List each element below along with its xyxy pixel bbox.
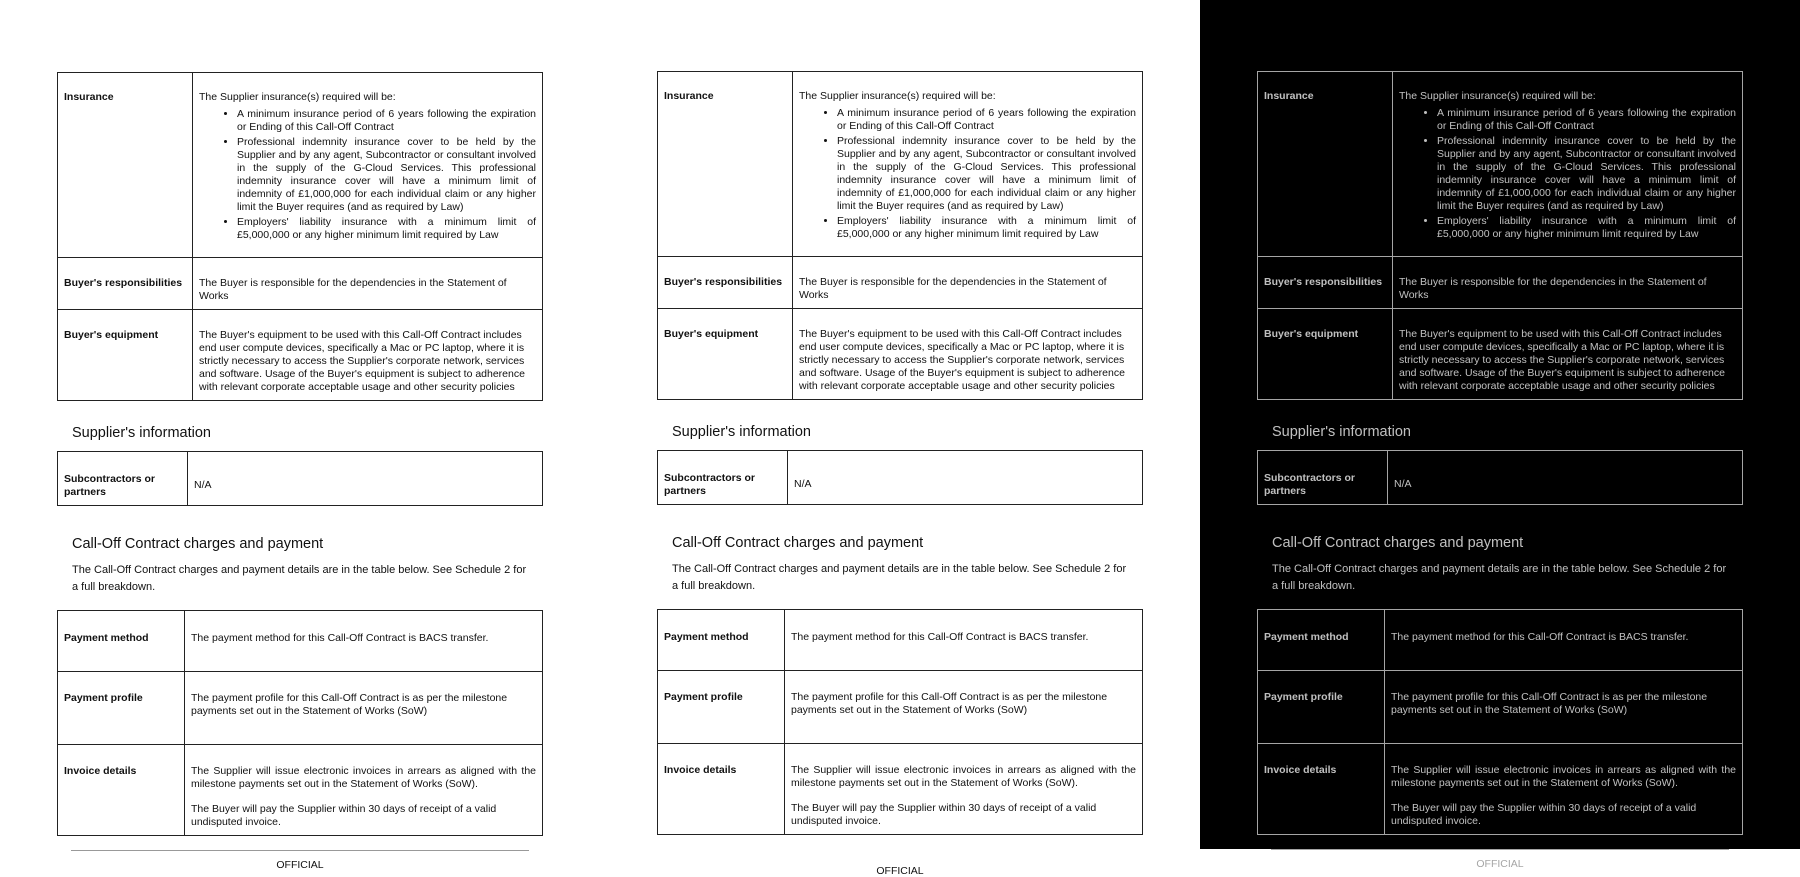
table-row [658, 309, 1143, 400]
insurance-intro: The Supplier insurance(s) required will be: [1399, 90, 1596, 102]
table-row [58, 73, 543, 258]
section-heading: Call-Off Contract charges and payment [72, 536, 324, 552]
table-row [658, 610, 1143, 671]
document-page [657, 71, 1143, 877]
row-value: N/A [1388, 451, 1743, 505]
row-value: The payment profile for this Call-Off Contract is as per the milestone payments set out in the Statement of Works (SoW) [785, 671, 1143, 744]
row-value: The Buyer's equipment to be used with this Call-Off Contract includes end user compute devices, specifically a Mac or PC laptop, where it is strictly necessary to access the Supplier's corporate network, services and software. Usage of the Buyer's equipment is subject to adherence with relevant corporate acceptable usage and other security policies [1393, 309, 1743, 400]
row-label: Buyer's equipment [658, 309, 793, 400]
row-label: Buyer's responsibilities [658, 257, 793, 309]
document-page [57, 72, 543, 871]
row-value: N/A [788, 451, 1143, 505]
charges-paragraph: The Call-Off Contract charges and payment details are in the table below. See Schedule 2 for a full breakdown. [1272, 563, 1727, 592]
table-row [58, 452, 543, 506]
row-value: The payment profile for this Call-Off Contract is as per the milestone payments set out in the Statement of Works (SoW) [185, 672, 543, 745]
table-row [1258, 72, 1743, 257]
section-heading: Call-Off Contract charges and payment [672, 535, 924, 551]
table-row [1258, 744, 1743, 835]
footer-divider [1271, 849, 1729, 850]
list-item: • Professional indemnity insurance cover to be held by the Supplier and by any agent, Subcontractor or consultant involved in the supply of the G-Cloud Services. This professional indemnity insurance cover will have a minimum limit of indemnity of £1,000,000 for each individual claim or any higher limit the Buyer requires (and as required by Law) [837, 135, 1136, 213]
supplier-table [657, 450, 1143, 505]
section-heading: Supplier's information [72, 425, 211, 441]
list-item: • Professional indemnity insurance cover to be held by the Supplier and by any agent, Subcontractor or consultant involved in the supply of the G-Cloud Services. This professional indemnity insurance cover will have a minimum limit of indemnity of £1,000,000 for each individual claim or any higher limit the Buyer requires (and as required by Law) [237, 136, 536, 214]
section-heading: Supplier's information [1272, 424, 1411, 440]
table-row [658, 451, 1143, 505]
row-value: The payment method for this Call-Off Contract is BACS transfer. [1385, 610, 1743, 671]
list-item: • Employers' liability insurance with a minimum limit of £5,000,000 or any higher minimum limit required by Law [237, 216, 536, 242]
insurance-intro: The Supplier insurance(s) required will be: [199, 91, 396, 103]
row-label: Insurance [58, 73, 193, 258]
insurance-list [199, 108, 536, 242]
diff-layer [1257, 71, 1743, 870]
table-row [658, 671, 1143, 744]
charges-paragraph: The Call-Off Contract charges and payment details are in the table below. See Schedule 2 for a full breakdown. [72, 564, 527, 593]
section-heading: Supplier's information [672, 424, 811, 440]
row-label: Payment method [658, 610, 785, 671]
table-row [658, 72, 1143, 257]
list-item: • A minimum insurance period of 6 years following the expiration or Ending of this Call-Off Contract [837, 107, 1136, 133]
row-label: Buyer's equipment [58, 310, 193, 401]
row-label: Payment method [58, 611, 185, 672]
row-value: The payment method for this Call-Off Contract is BACS transfer. [785, 610, 1143, 671]
row-label: Buyer's responsibilities [1258, 257, 1393, 309]
table-row [58, 672, 543, 745]
charges-table [1257, 609, 1743, 835]
invoice-text-1: The Supplier will issue electronic invoices in arrears as aligned with the milestone payments set out in the Statement of Works (SoW). [791, 764, 1136, 789]
row-label: Payment profile [1258, 671, 1385, 744]
table-row [1258, 309, 1743, 400]
document-panel-render [600, 0, 1200, 877]
list-item: • A minimum insurance period of 6 years following the expiration or Ending of this Call-Off Contract [237, 108, 536, 134]
row-label: Subcontractors or partners [658, 451, 788, 505]
table-row [58, 611, 543, 672]
footer-divider [71, 850, 529, 851]
list-item: • A minimum insurance period of 6 years following the expiration or Ending of this Call-Off Contract [1437, 107, 1736, 133]
row-label: Insurance [658, 72, 793, 257]
row-value: The Buyer's equipment to be used with this Call-Off Contract includes end user compute devices, specifically a Mac or PC laptop, where it is strictly necessary to access the Supplier's corporate network, services and software. Usage of the Buyer's equipment is subject to adherence with relevant corporate acceptable usage and other security policies [793, 309, 1143, 400]
insurance-list [799, 107, 1136, 241]
document-panel-diff [1200, 0, 1800, 870]
row-label: Payment method [1258, 610, 1385, 671]
footer-label: OFFICIAL [876, 865, 924, 877]
document-panel-original [0, 0, 600, 871]
row-value [785, 744, 1143, 835]
charges-table [657, 609, 1143, 835]
row-label: Buyer's responsibilities [58, 258, 193, 310]
row-label: Insurance [1258, 72, 1393, 257]
table-row [58, 258, 543, 310]
table-row [1258, 257, 1743, 309]
row-label: Payment profile [658, 671, 785, 744]
invoice-text-2: The Buyer will pay the Supplier within 30 days of receipt of a valid undisputed invoice. [191, 803, 497, 828]
list-item: • Professional indemnity insurance cover to be held by the Supplier and by any agent, Subcontractor or consultant involved in the supply of the G-Cloud Services. This professional indemnity insurance cover will have a minimum limit of indemnity of £1,000,000 for each individual claim or any higher limit the Buyer requires (and as required by Law) [1437, 135, 1736, 213]
row-label: Payment profile [58, 672, 185, 745]
terms-table [57, 72, 543, 401]
row-value: The Buyer's equipment to be used with this Call-Off Contract includes end user compute devices, specifically a Mac or PC laptop, where it is strictly necessary to access the Supplier's corporate network, services and software. Usage of the Buyer's equipment is subject to adherence with relevant corporate acceptable usage and other security policies [193, 310, 543, 401]
table-row [658, 257, 1143, 309]
row-value: The Buyer is responsible for the dependencies in the Statement of Works [193, 258, 543, 310]
insurance-list [1399, 107, 1736, 241]
section-heading: Call-Off Contract charges and payment [1272, 535, 1524, 551]
table-row [58, 745, 543, 836]
row-label: Subcontractors or partners [1258, 451, 1388, 505]
supplier-table [1257, 450, 1743, 505]
row-label: Invoice details [1258, 744, 1385, 835]
table-row [58, 310, 543, 401]
row-value: The payment profile for this Call-Off Contract is as per the milestone payments set out in the Statement of Works (SoW) [1385, 671, 1743, 744]
table-row [658, 744, 1143, 835]
row-value [1385, 744, 1743, 835]
footer-label: OFFICIAL [276, 859, 324, 871]
table-row [1258, 451, 1743, 505]
table-row [1258, 610, 1743, 671]
row-value [793, 72, 1143, 257]
invoice-text-2: The Buyer will pay the Supplier within 30 days of receipt of a valid undisputed invoice. [791, 802, 1097, 827]
row-value: The Buyer is responsible for the dependencies in the Statement of Works [793, 257, 1143, 309]
charges-table [57, 610, 543, 836]
row-value: N/A [188, 452, 543, 506]
footer-label: OFFICIAL [1476, 858, 1524, 870]
insurance-intro: The Supplier insurance(s) required will be: [799, 90, 996, 102]
list-item: • Employers' liability insurance with a minimum limit of £5,000,000 or any higher minimum limit required by Law [837, 215, 1136, 241]
row-label: Subcontractors or partners [58, 452, 188, 506]
row-value: The payment method for this Call-Off Contract is BACS transfer. [185, 611, 543, 672]
invoice-text-1: The Supplier will issue electronic invoices in arrears as aligned with the milestone payments set out in the Statement of Works (SoW). [1391, 764, 1736, 789]
invoice-text-2: The Buyer will pay the Supplier within 30 days of receipt of a valid undisputed invoice. [1391, 802, 1697, 827]
table-row [1258, 671, 1743, 744]
terms-table [1257, 71, 1743, 400]
row-value [193, 73, 543, 258]
row-label: Invoice details [58, 745, 185, 836]
terms-table [657, 71, 1143, 400]
invoice-text-1: The Supplier will issue electronic invoices in arrears as aligned with the milestone payments set out in the Statement of Works (SoW). [191, 765, 536, 790]
row-value: The Buyer is responsible for the dependencies in the Statement of Works [1393, 257, 1743, 309]
row-label: Buyer's equipment [1258, 309, 1393, 400]
row-value [185, 745, 543, 836]
supplier-table [57, 451, 543, 506]
charges-paragraph: The Call-Off Contract charges and payment details are in the table below. See Schedule 2 for a full breakdown. [672, 563, 1127, 592]
row-label: Invoice details [658, 744, 785, 835]
row-value [1393, 72, 1743, 257]
list-item: • Employers' liability insurance with a minimum limit of £5,000,000 or any higher minimum limit required by Law [1437, 215, 1736, 241]
